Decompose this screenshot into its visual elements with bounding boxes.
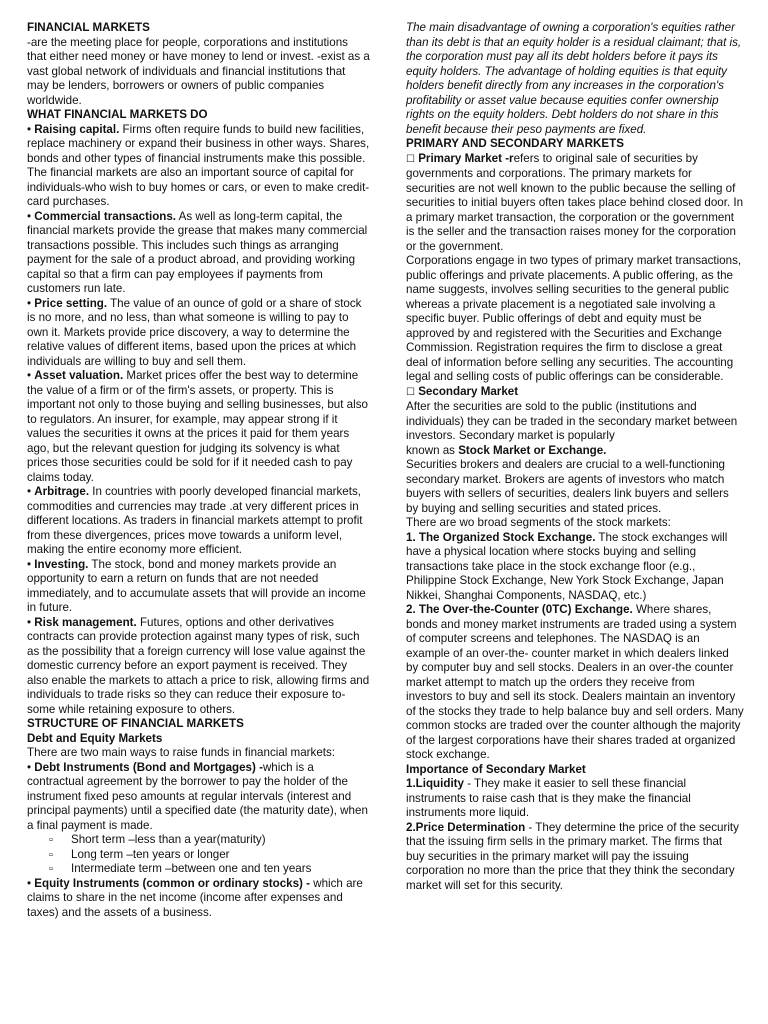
function-text: The stock, bond and money markets provide an opportunity to earn a return on funds that are not needed immediately, and to accumulate assets that will provide an income in future.: [27, 557, 366, 614]
debt-term: Debt Instruments (Bond and Mortgages) -: [34, 760, 263, 774]
equity-paragraph: • Equity Instruments (common or ordinary stocks) - which are claims to share in the net income (income after expenses and taxes) and the assets of a business.: [27, 876, 363, 919]
primary-term: Primary Market -r: [418, 151, 514, 165]
function-text: The value of an ounce of gold or a share of stock is no more, and no less, than what someone is willing to pay to own it. Markets provide price discovery, a way to determine the relative values of different items, based upon the prices at which individuals are willing to buy and sell them.: [27, 296, 362, 368]
importance-2-text: - They determine the price of the security that the issuing firm sells in the primary market. The firms that buy securities in the primary market will pay the issuing corporation no more than the price that they think the secondary market will set for this security.: [406, 820, 739, 892]
debt-text: which is a contractual agreement by the borrower to pay the holder of the instrument fixed peso amounts at regular intervals (interest and principal payments) until a specified date (the maturity date), when a final payment is made.: [27, 760, 368, 832]
list-item: ▫ Long term –ten years or longer: [49, 848, 370, 863]
function-term: Commercial transactions.: [34, 209, 177, 223]
segment-2-term: 2. The Over-the-Counter (0TC) Exchange.: [406, 603, 633, 616]
secondary-term: Secondary Market: [418, 384, 519, 398]
function-item: • Investing. The stock, bond and money markets provide an opportunity to earn a return on funds that are not needed immediately, and to accumulate assets that will provide an income in future.: [27, 557, 366, 614]
brokers-paragraph: Securities brokers and dealers are crucial to a well-functioning secondary market. Brokers are agents of investors who match buyers with sellers of securities, dealers link buyers and sellers by buying and selling securities and stated prices.: [406, 458, 729, 515]
equity-text: which are claims to share in the net income (income after expenses and taxes) and the assets of a business.: [27, 876, 363, 919]
primary-paragraph-2: Corporations engage in two types of primary market transactions, public offerings and private placements. A public offering, as the name suggests, involves selling securities to the general public whereas a private placement is a negotiated sale involving a specific buyer. Public offerings of debt and equity must be approved by and registered with the Securities and Exchange Commission. Registration requires the firm to disclose a great deal of information before selling any securities. The accounting legal and selling costs of public offerings can be considerable.: [406, 254, 742, 383]
function-text: Futures, options and other derivatives contracts can provide protection against many types of risk, such as the possibility that a foreign currency will lose value against the domestic currency before an export payment is received. They also enable the markets to attach a price to risk, allowing firms and individuals to trade risks so they can reduce their exposure to-some while retaining exposure to others.: [27, 615, 370, 716]
checkbox-glyph-icon: ☐: [406, 386, 415, 398]
function-text: Market prices offer the best way to determine the value of a firm or of the firm's assets, or property. This is important not only to those buying and selling businesses, but also to regulators. An insurer, for example, may appear strong if it values the securities it owns at the prices it paid for them years ago, but the relevant question for judging its solvency is what prices those securities could be sold for if it needed cash to pay claims today.: [27, 369, 368, 484]
segment-1-term: 1. The Organized Stock Exchange.: [406, 530, 596, 544]
importance-heading: Importance of Secondary Market: [406, 762, 586, 776]
equity-term: Equity Instruments (common or ordinary stocks) -: [34, 876, 310, 890]
checkbox-glyph-icon: ☐: [406, 153, 415, 165]
equity-disadvantage-paragraph: The main disadvantage of owning a corporation's equities rather than its debt is that an equity holder is a residual claimant; that is, the corporation must pay all its debt holders before it pays its equity holders. The advantage of holding equities is that equity holders benefit directly from any increases in the corporation's profitability or asset value because equities confer ownership rights on the equity holders. Debt holders do not share in this benefit because their peso payments are fixed.: [406, 21, 742, 136]
primary-text: efers to original sale of securities by governments and corporations. The primary markets for securities are not well known to the public because the selling of securities to initial buyers often takes place behind closed door. In a primary market transaction, the corporation or the government is the seller and the transaction raises money for the corporation or the government.: [406, 151, 744, 253]
left-column: [27, 21, 370, 920]
known-as-line: [406, 444, 744, 459]
page-title: FINANCIAL MARKETS: [27, 21, 150, 34]
function-item: • Risk management. Futures, options and other derivatives contracts can provide protection against many types of risk, such as the possibility that a foreign currency will lose value against the domestic currency before an export payment is received. They also enable the markets to attach a price to risk, allowing firms and individuals to trade risks so they can reduce their exposure to-some while retaining exposure to others.: [27, 615, 370, 716]
function-text: As well as long-term capital, the financial markets provide the grease that makes many commercial transactions possible. This includes such things as arranging payment for the sale of a product abroad, and providing working capital so that a firm can pay employees if payments from customers run late.: [27, 209, 368, 295]
intro-paragraph: -are the meeting place for people, corporations and institutions that either need money or have money to lend or invest. -exist as a vast global network of individuals and financial institutions that may be lenders, borrowers or owners of public companies worldwide.: [27, 35, 370, 107]
function-term: Arbitrage.: [34, 485, 90, 498]
known-as-pre: known as: [406, 443, 459, 457]
function-term: Asset valuation.: [34, 369, 124, 382]
importance-2: [406, 821, 744, 894]
function-term: Price setting.: [34, 296, 108, 310]
function-term: Investing.: [34, 557, 89, 571]
maturity-list: [27, 833, 370, 877]
structure-heading: STRUCTURE OF FINANCIAL MARKETS: [27, 717, 244, 730]
primary-paragraph: [406, 152, 744, 255]
function-text: Firms often require funds to build new facilities, replace machinery or expand their business in other ways. Shares, bonds and other types of financial instruments make this possible. The financial markets are also an important source of capital for individuals-who wish to buy homes or cars, or even to make credit-card purchases.: [27, 122, 370, 208]
importance-1-text: - They make it easier to sell these financial instruments to raise cash that is they make the financial instruments more liquid.: [406, 777, 691, 819]
right-column: [406, 21, 744, 893]
importance-1-term: 1.Liquidity: [406, 777, 464, 790]
function-term: Raising capital.: [34, 122, 120, 136]
segment-2: [406, 603, 744, 763]
segments-text: There are wo broad segments of the stock markets:: [406, 516, 671, 529]
function-text: In countries with poorly developed financial markets, commodities and currencies may trade .at very different prices in different locations. As traders in financial markets attempt to profit from these divergences, prices move towards a uniform level, making the entire economy more efficient.: [27, 485, 363, 556]
function-item: • Commercial transactions. As well as long-term capital, the financial markets provide the grease that makes many commercial transactions possible. This includes such things as arranging payment for the sale of a product abroad, and providing working capital so that a firm can pay employees if payments from customers run late.: [27, 209, 368, 295]
secondary-text: After the securities are sold to the public (institutions and individuals) they can be traded in the secondary market between investors. Secondary market is popularly: [406, 400, 738, 442]
segment-2-text: Where shares, bonds and money market instruments are traded using a system of computer screens and telephones. The NASDAQ is an example of an over-the- counter market in which dealers linked by computer buy and sell stocks. Dealers in an over-the counter market attempt to match up the orders they receive from investors to buy and sell its stock. Dealers maintain an inventory of the stocks they trade to help balance buy and sell orders. Many common stocks are traded over the counter although the majority of the largest corporations have their shares traded at organized stock exchange.: [406, 603, 744, 761]
importance-2-term: 2.Price Determination: [406, 820, 526, 834]
what-heading: WHAT FINANCIAL MARKETS DO: [27, 108, 208, 121]
ps-heading: PRIMARY AND SECONDARY MARKETS: [406, 137, 624, 150]
list-item: ▫ Short term –less than a year(maturity): [49, 833, 370, 848]
debt-paragraph: • Debt Instruments (Bond and Mortgages) -which is a contractual agreement by the borrower to pay the holder of the instrument fixed peso amounts at regular intervals (interest and principal payments) until a specified date (the maturity date), when a final payment is made.: [27, 760, 368, 832]
function-item: • Arbitrage. In countries with poorly developed financial markets, commodities and currencies may trade .at very different prices in different locations. As traders in financial markets attempt to profit from these divergences, prices move towards a uniform level, making the entire economy more efficient.: [27, 485, 363, 556]
importance-1: [406, 777, 744, 821]
function-term: Risk management.: [34, 615, 137, 629]
segment-1-text: The stock exchanges will have a physical location where stocks buying and selling transactions take place in the stock exchange floor (e.g., Philippine Stock Exchange, New York Stock Exchange, Japan Nikkei, Shanghai Components, NASDAQ, etc.): [406, 530, 728, 602]
known-as-term: Stock Market or Exchange.: [458, 443, 607, 457]
function-item: • Asset valuation. Market prices offer the best way to determine the value of a firm or of the firm's assets, or property. This is important not only to those buying and selling businesses, but also to regulators. An insurer, for example, may appear strong if it values the securities it owns at the prices it paid for them years ago, but the relevant question for judging its solvency is what prices those securities could be sold for if it needed cash to pay claims today.: [27, 369, 368, 484]
list-item: ▫ Intermediate term –between one and ten years: [49, 862, 370, 877]
function-item: • Price setting. The value of an ounce of gold or a share of stock is no more, and no less, than what someone is willing to pay to own it. Markets provide price discovery, a way to determine the relative values of different items, based upon the prices at which individuals are willing to buy and sell them.: [27, 296, 362, 368]
two-ways-text: There are two main ways to raise funds in financial markets:: [27, 746, 336, 759]
function-item: • Raising capital. Firms often require funds to build new facilities, replace machinery or expand their business in other ways. Shares, bonds and other types of financial instruments make this possible. The financial markets are also an important source of capital for individuals-who wish to buy homes or cars, or even to make credit-card purchases.: [27, 122, 370, 208]
secondary-heading: [406, 385, 744, 401]
debt-equity-heading: Debt and Equity Markets: [27, 731, 163, 745]
segment-1: [406, 531, 744, 604]
